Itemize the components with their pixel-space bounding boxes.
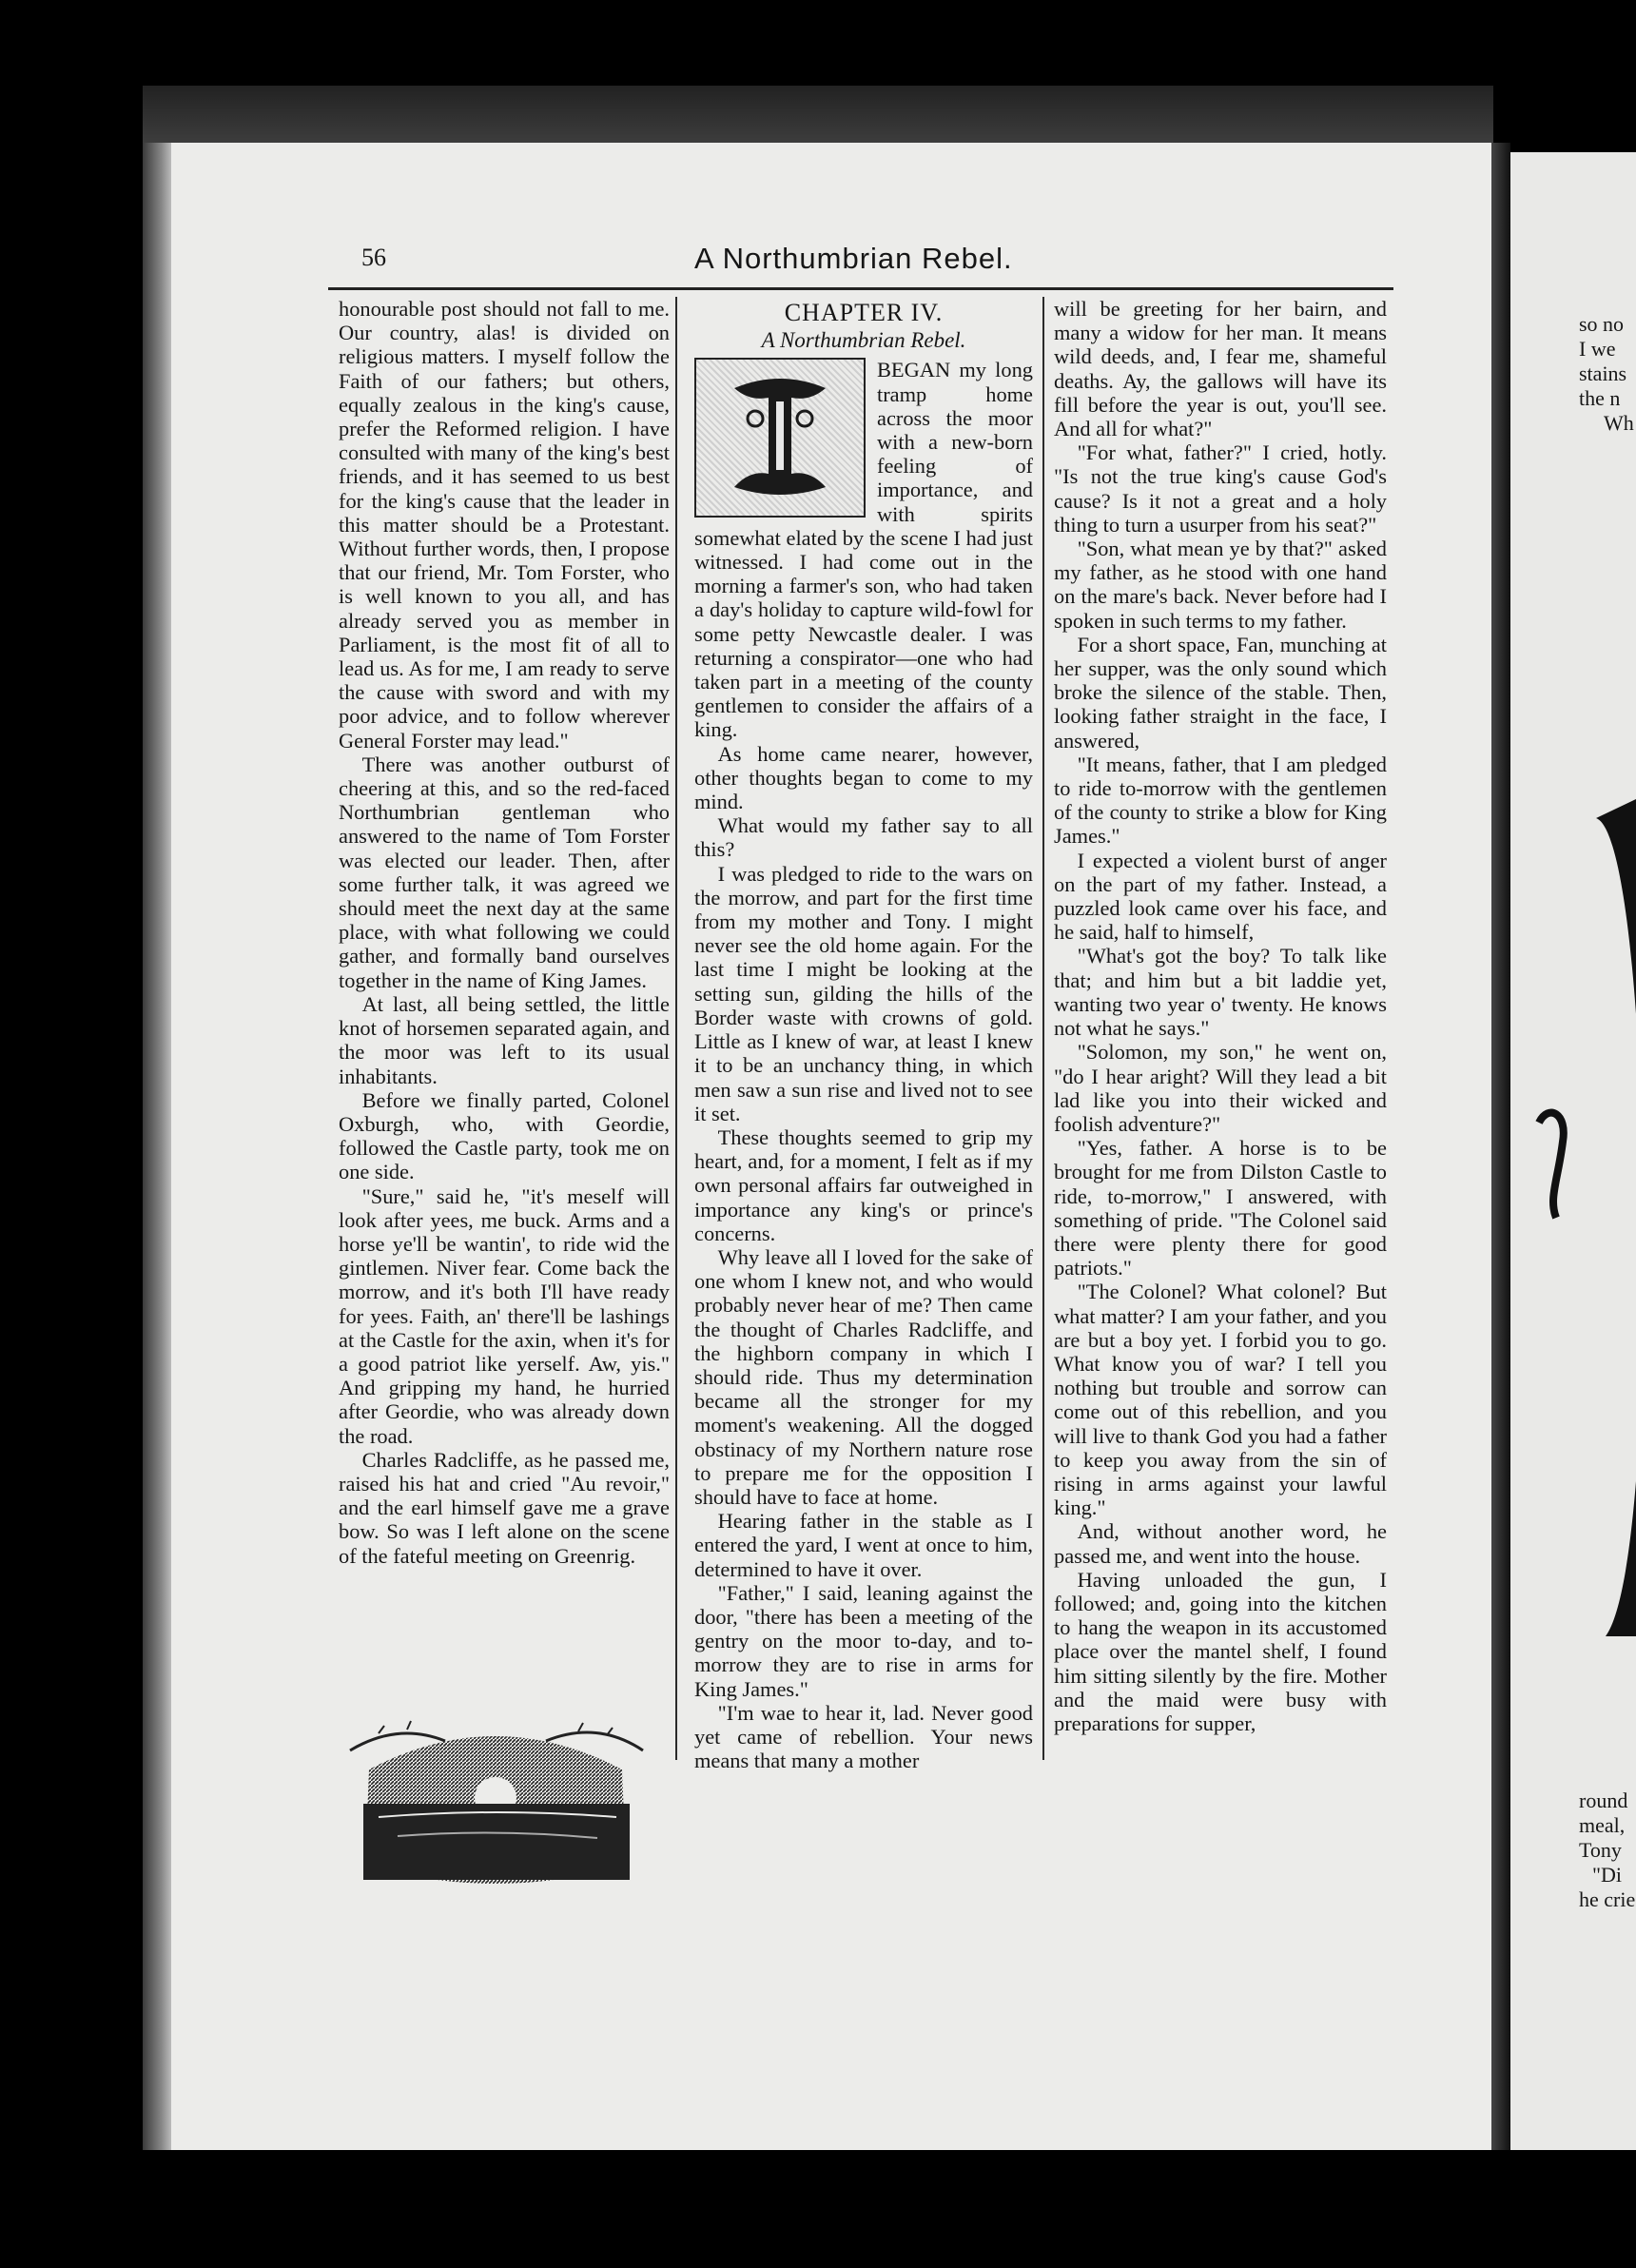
next-page-line: round bbox=[1579, 1789, 1628, 1812]
paragraph: "Sure," said he, "it's meself will look after yees, me buck. Arms and a horse ye'll be wantin', to ride wid the gintlemen. Niver fear. Come back the morrow, and it's both I'll have ready for yees. Faith, an' there'll be lashings at the Castle for the axin, when it's for a good patriot like yerself. Aw, yis." And gripping my hand, he hurried after Geordie, who was already down the road. bbox=[339, 1183, 670, 1448]
paragraph: "For what, father?" I cried, hotly. "Is not the true king's cause God's cause? Is it not a great and a holy thing to turn a usurper from his seat?" bbox=[1054, 440, 1387, 537]
paragraph: Before we finally parted, Colonel Oxburgh, who, with Geordie, followed the Castle party, took me on one side. bbox=[339, 1087, 670, 1184]
text-column-2 bbox=[694, 297, 1033, 1772]
paragraph: For a short space, Fan, munching at her supper, was the only sound which broke the silence of the stable. Then, looking father straight in the face, I answered, bbox=[1054, 632, 1387, 753]
paragraph: BEGAN my long tramp home across the moor with a new-born feeling of importance, and with spirits somewhat elated by the scene I had just witnessed. I had come out in the morning a farmer's son, who had taken a day's holiday to capture wild-fowl for some petty Newcastle dealer. I was returning a conspirator—one who had taken part in a meeting of the county gentlemen to consider the affairs of a king. bbox=[694, 358, 1033, 742]
paragraph: "Father," I said, leaning against the door, "there has been a meeting of the gentry on the moor to-day, and to-morrow they are to rise in arms for King James." bbox=[694, 1580, 1033, 1701]
text-column-1 bbox=[339, 297, 670, 1568]
next-page-line: so no bbox=[1579, 312, 1625, 336]
next-page-line: Tony bbox=[1579, 1838, 1622, 1862]
sunset-vignette-illustration bbox=[341, 1712, 651, 1895]
paragraph: Hearing father in the stable as I entered the yard, I went at once to him, determined to have it over. bbox=[694, 1509, 1033, 1581]
next-page-line: he crie bbox=[1579, 1887, 1636, 1911]
book-gutter bbox=[1491, 143, 1510, 2150]
next-page-line: Wh bbox=[1604, 411, 1634, 435]
decorative-initial-i bbox=[694, 358, 866, 518]
paragraph: "Solomon, my son," he went on, "do I hear aright? Will they lead a bit lad like you into their wicked and foolish adventure?" bbox=[1054, 1040, 1387, 1136]
page-number: 56 bbox=[361, 244, 386, 271]
paragraph: At last, all being settled, the little knot of horsemen separated again, and the moor was left to its usual inhabitants. bbox=[339, 991, 670, 1088]
paragraph: I was pledged to ride to the wars on the morrow, and part for the first time from my mother and Tony. I might never see the old home again. For the last time I might be looking at the setting sun, gilding the hills of the Border waste with crowns of gold. Little as I knew of war, at least I knew it to be an unchancy thing, in which men saw a sun rise and lived not to see it set. bbox=[694, 861, 1033, 1125]
chapter-subtitle: A Northumbrian Rebel. bbox=[761, 328, 966, 353]
paragraph: I expected a violent burst of anger on the part of my father. Instead, a puzzled look came over his face, and he said, half to himself, bbox=[1054, 848, 1387, 945]
paragraph: And, without another word, he passed me, and went into the house. bbox=[1054, 1519, 1387, 1568]
paragraph: "It means, father, that I am pledged to ride to-morrow with the gentlemen of the county to strike a blow for King James." bbox=[1054, 752, 1387, 849]
chapter-heading: CHAPTER IV. bbox=[784, 299, 944, 326]
header-rule bbox=[328, 287, 1393, 290]
next-page-line: the n bbox=[1579, 386, 1621, 410]
running-title: A Northumbrian Rebel. bbox=[694, 242, 1013, 275]
paragraph: "Son, what mean ye by that?" asked my father, as he stood with one hand on the mare's back. Never before had I spoken in such terms to my father. bbox=[1054, 537, 1387, 633]
paragraph: "The Colonel? What colonel? But what matter? I am your father, and you are but a boy yet. I forbid you to go. What know you of war? I tell you nothing but trouble and sorrow can come out of this rebellion, and you will live to thank God you had a father to keep you away from the sin of rising in arms against your lawful king." bbox=[1054, 1280, 1387, 1520]
paragraph: There was another outburst of cheering at this, and so the red-faced Northumbrian gentleman who answered to the name of Tom Forster was elected our leader. Then, after some further talk, it was agreed we should meet the next day at the same place, with what following we could gather, and formally band ourselves together in the name of King James. bbox=[339, 752, 670, 992]
paragraph: "What's got the boy? To talk like that; and him but a bit laddie yet, wanting two year o' twenty. He knows not what he says." bbox=[1054, 944, 1387, 1041]
paragraph: What would my father say to all this? bbox=[694, 813, 1033, 862]
next-page-line: "Di bbox=[1592, 1863, 1622, 1887]
next-page-line: stains bbox=[1579, 362, 1627, 385]
paragraph: Charles Radcliffe, as he passed me, raised his hat and cried "Au revoir," and the earl himself gave me a grave bow. So was I left alone on the scene of the fateful meeting on Greenrig. bbox=[339, 1447, 670, 1568]
page-edge-shading bbox=[143, 143, 175, 2150]
next-page-line: I we bbox=[1579, 337, 1616, 361]
paragraph: "I'm wae to hear it, lad. Never good yet came of rebellion. Your news means that many a mother bbox=[694, 1700, 1033, 1773]
page-header bbox=[361, 244, 1379, 282]
paragraph: These thoughts seemed to grip my heart, and, for a moment, I felt as if my own personal affairs far outweighed in importance any king's or prince's concerns. bbox=[694, 1124, 1033, 1245]
text-column-3 bbox=[1054, 297, 1387, 1735]
column-divider bbox=[675, 297, 677, 1760]
next-page-line: meal, bbox=[1579, 1813, 1626, 1837]
paragraph: honourable post should not fall to me. Our country, alas! is divided on religious matters. I myself follow the Faith of our fathers; but others, equally zealous in the king's cause, prefer the Reformed religion. I have consulted with many of the king's best friends, and it has seemed to us best for the king's cause that the leader in this matter should be a Protestant. Without further words, then, I propose that our friend, Mr. Tom Forster, who is well known to you all, and has already served you as member in Parliament, is the most fit of all to lead us. As for me, I am ready to serve the cause with sword and with my poor advice, and to follow wherever General Forster may lead." bbox=[339, 297, 670, 753]
column-divider bbox=[1042, 297, 1044, 1760]
paragraph: Having unloaded the gun, I followed; and, going into the kitchen to hang the weapon in its accustomed place over the mantel shelf, I found him sitting silently by the fire. Mother and the maid were busy with preparations for supper, bbox=[1054, 1567, 1387, 1735]
paragraph: "Yes, father. A horse is to be brought for me from Dilston Castle to ride, to-morrow," I answered, with something of pride. "The Colonel said there were plenty there for good patriots." bbox=[1054, 1136, 1387, 1281]
paragraph: Why leave all I loved for the sake of one whom I knew not, and who would probably never hear of me? Then came the thought of Charles Radcliffe, and the highborn company in which I should ride. Thus my determination became all the stronger for my moment's weakening. All the dogged obstinacy of my Northern nature rose to prepare me for the opposition I should have to face at home. bbox=[694, 1244, 1033, 1509]
next-page-illustration bbox=[1510, 799, 1636, 1655]
next-page-fragment bbox=[1510, 152, 1636, 2150]
paragraph: will be greeting for her bairn, and many a widow for her man. It means wild deeds, and, I fear me, shameful deaths. Ay, the gallows will have its fill before the year is out, you'll see. And all for what?" bbox=[1054, 297, 1387, 441]
paragraph: As home came nearer, however, other thoughts began to come to my mind. bbox=[694, 741, 1033, 814]
